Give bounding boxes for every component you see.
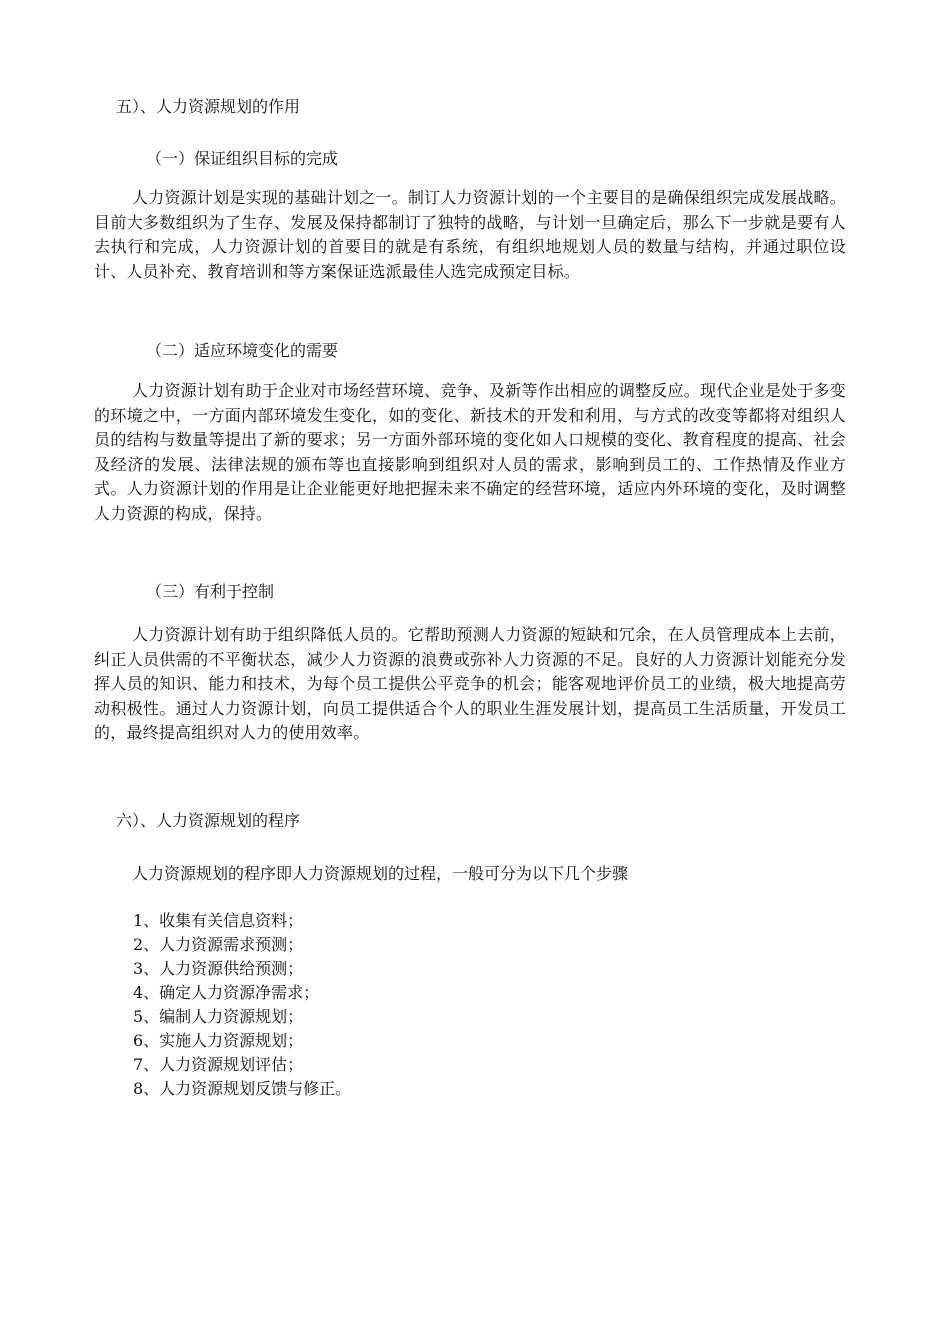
section-heading-6: 六）、人力资源规划的程序	[116, 811, 301, 830]
paragraph-control: 人力资源计划有助于组织降低人员的。它帮助预测人力资源的短缺和冗余，在人员管理成本上去前，纠正人员供需的不平衡状态，减少人力资源的浪费或弥补人力资源的不足。良好的人力资源计划能充分发挥人员的知识、能力和技术，为每个员工提供公平竞争的机会；能客观地评价员工的业绩，极大地提高劳动积极性。通过人力资源计划，向员工提供适合个人的职业生涯发展计划，提高员工生活质量，开发员工的，最终提高组织对人力的使用效率。	[94, 625, 846, 743]
list-item: 6、实施人力资源规划；	[133, 1031, 304, 1050]
section-heading-5: 五）、人力资源规划的作用	[116, 97, 301, 116]
procedure-intro: 人力资源规划的程序即人力资源规划的过程，一般可分为以下几个步骤	[132, 864, 629, 883]
paragraph-environment-change: 人力资源计划有助于企业对市场经营环境、竞争、及新等作出相应的调整反应。现代企业是处于多变的环境之中，一方面内部环境发生变化，如的变化、新技术的开发和利用，与方式的改变等都将对组织人员的结构与数量等提出了新的要求；另一方面外部环境的变化如人口规模的变化、教育程度的提高、社会及经济的发展、法律法规的颁布等也直接影响到组织对人员的需求，影响到员工的、工作热情及作业方式。人力资源计划的作用是让企业能更好地把握未来不确定的经营环境，适应内外环境的变化，及时调整人力资源的构成，保持。	[94, 381, 846, 523]
subsection-title-2: （二）适应环境变化的需要	[146, 341, 339, 360]
list-item: 7、人力资源规划评估；	[133, 1055, 304, 1074]
subsection-title-3: （三）有利于控制	[146, 582, 275, 601]
list-item: 5、编制人力资源规划；	[133, 1007, 304, 1026]
procedure-steps-list	[133, 909, 351, 1101]
paragraph-goal-completion: 人力资源计划是实现的基础计划之一。制订人力资源计划的一个主要目的是确保组织完成发展战略。目前大多数组织为了生存、发展及保持都制订了独特的战略，与计划一旦确定后，那么下一步就是要有人去执行和完成，人力资源计划的首要目的就是有系统，有组织地规划人员的数量与结构，并通过职位设计、人员补充、教育培训和等方案保证选派最佳人选完成预定目标。	[94, 188, 846, 281]
list-item: 1、收集有关信息资料；	[133, 911, 304, 930]
list-item: 8、人力资源规划反馈与修正。	[133, 1079, 352, 1098]
subsection-title-1: （一）保证组织目标的完成	[146, 149, 339, 168]
list-item: 3、人力资源供给预测；	[133, 959, 304, 978]
list-item: 2、人力资源需求预测；	[133, 935, 304, 954]
list-item: 4、确定人力资源净需求；	[133, 983, 320, 1002]
